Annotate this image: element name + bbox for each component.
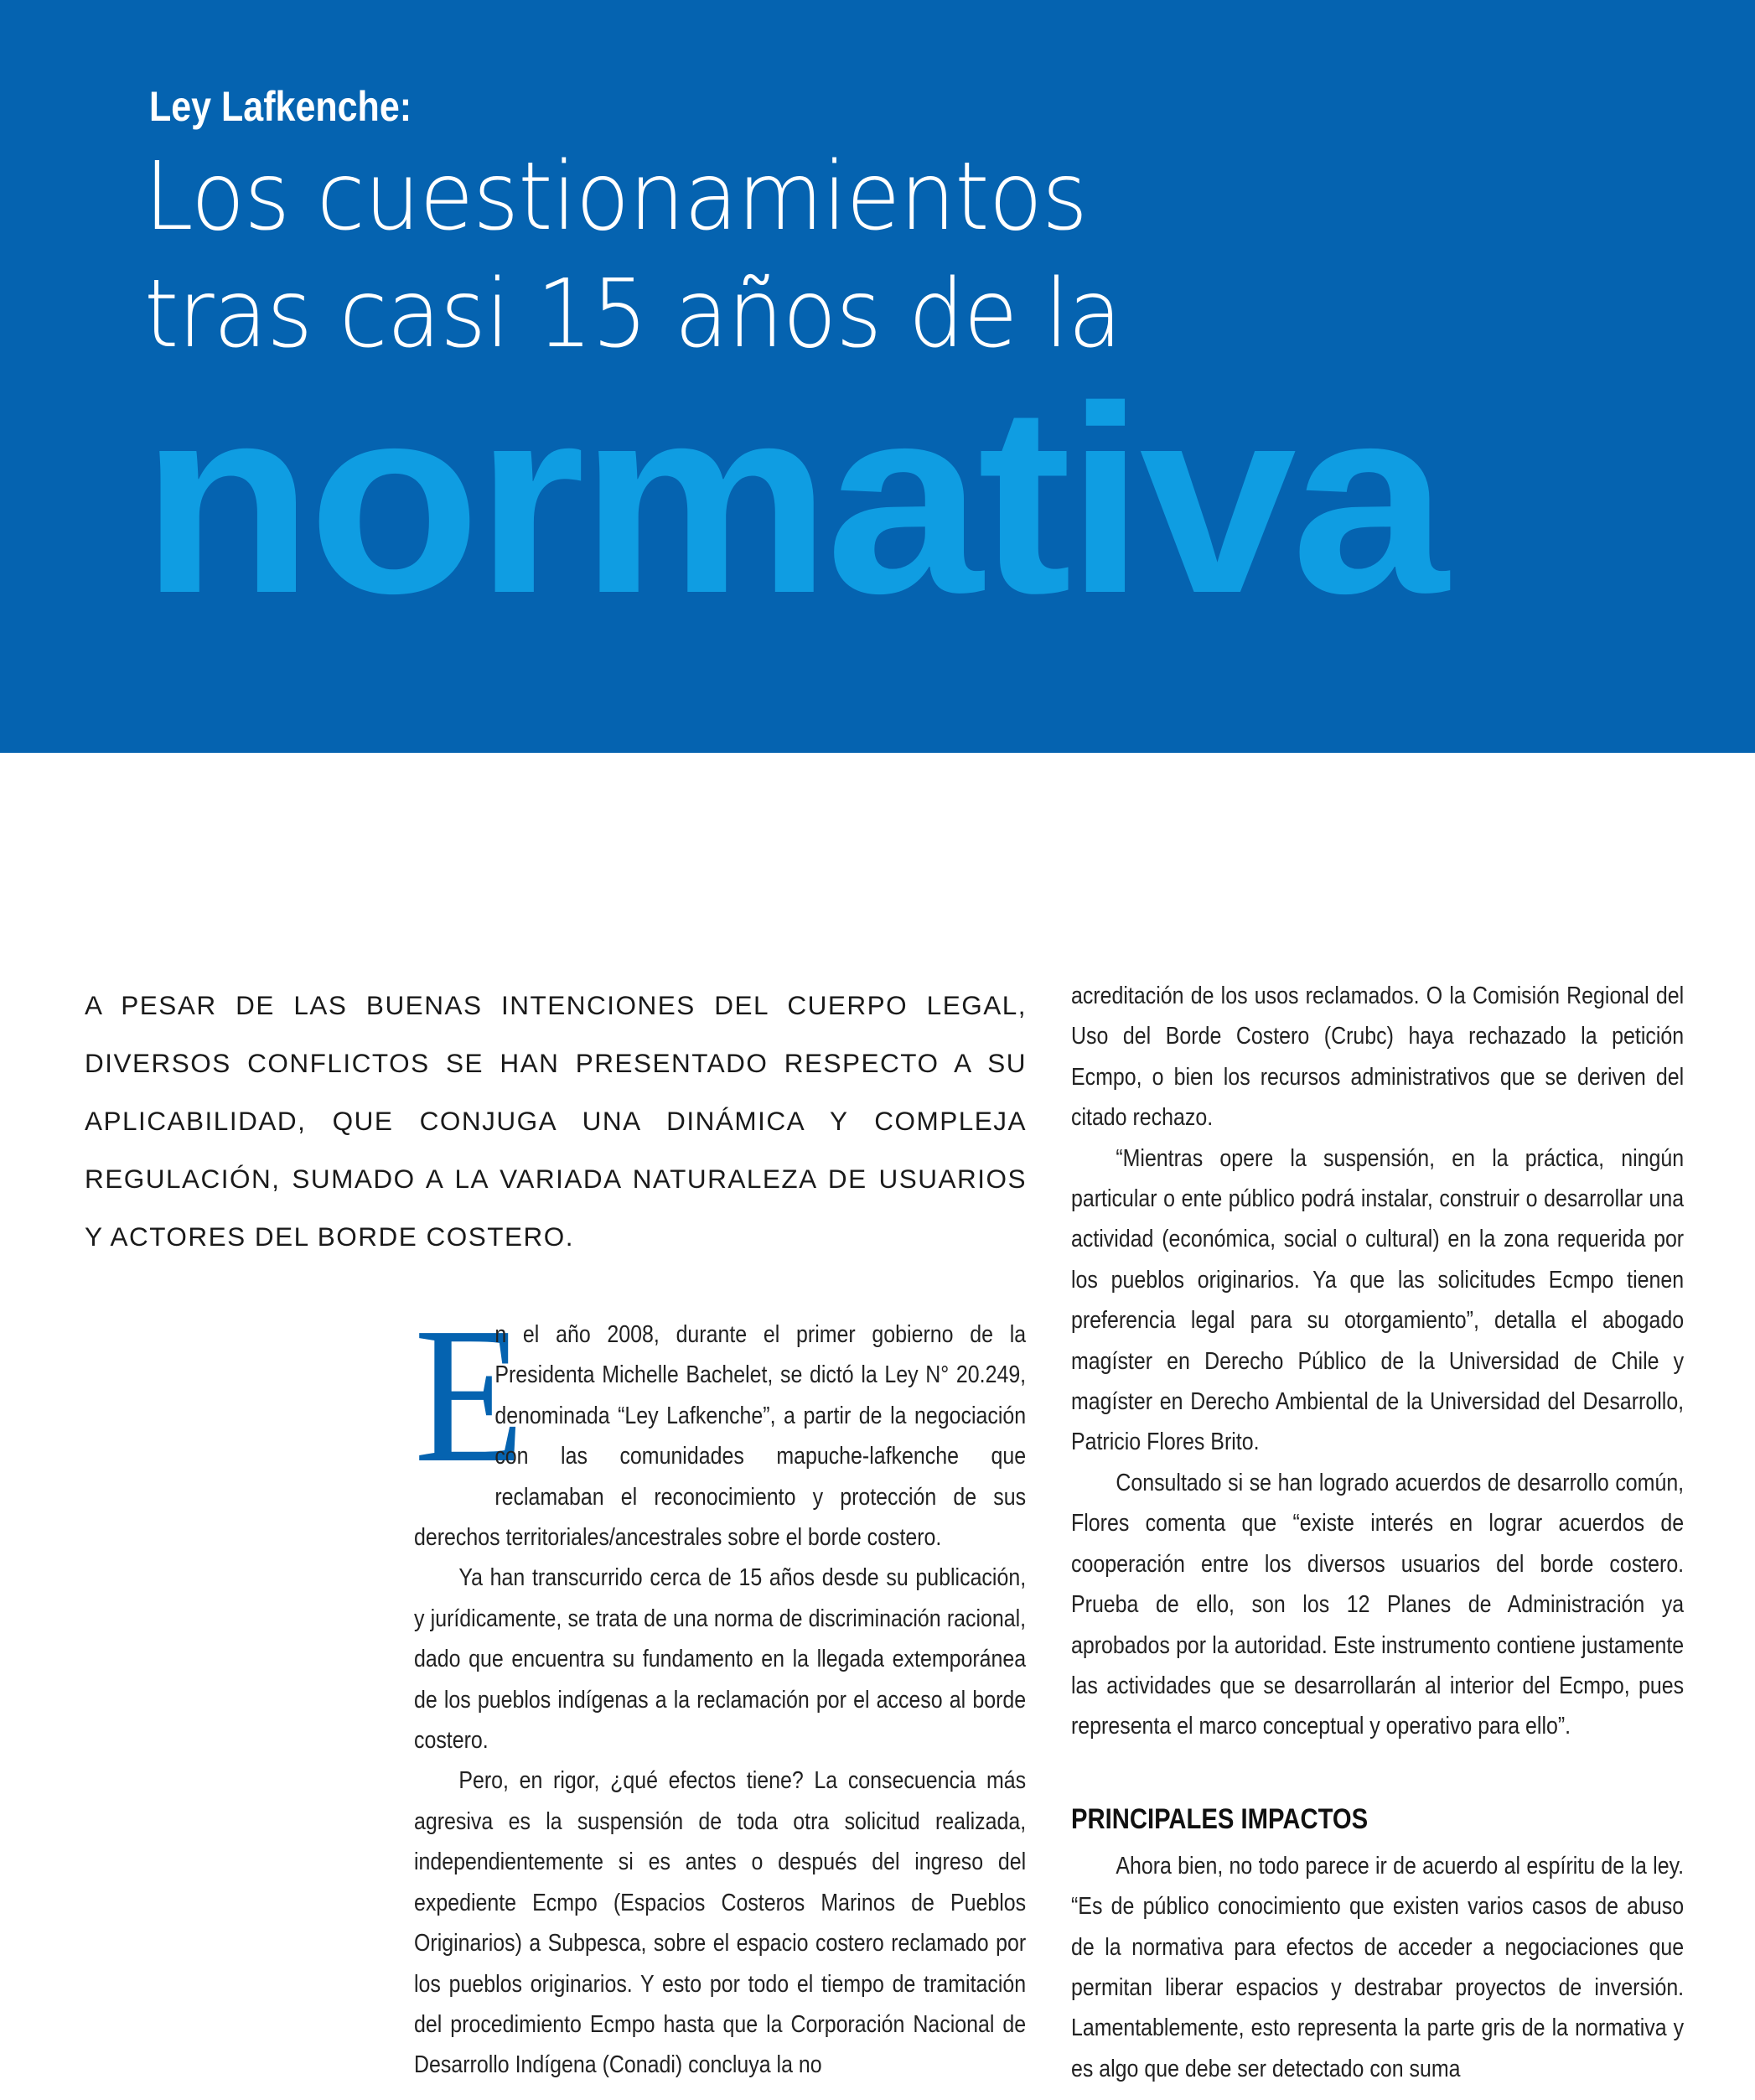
body-paragraph: acreditación de los usos reclamados. O la Comisión Regional del Uso del Borde Costero (Crubc) haya rechazado la petición Ecmpo, o bien los recursos administrativos que se deriven del citado rechazo. [1071,983,1685,1132]
body-paragraph: Consultado si se han logrado acuerdos de desarrollo común, Flores comenta que “existe interés en lograr acuerdos de cooperación entre los diversos usuarios del borde costero. Prueba de ello, son los 12 Planes de Administración ya aprobados por la autoridad. Este instrumento contiene justamente las actividades que se desarrollarán al interior del Ecmpo, pues representa el marco conceptual y operativo para ello”. [1071,1469,1685,1740]
header-band [0,0,1755,753]
article-lede: A PESAR DE LAS BUENAS INTENCIONES DEL CUERPO LEGAL, DIVERSOS CONFLICTOS SE HAN PRESENTADO RESPECTO A SU APLICABILIDAD, QUE CONJUGA UNA DINÁMICA Y COMPLEJA REGULACIÓN, SUMADO A LA VARIADA NATURALEZA DE USUARIOS Y ACTORES DEL BORDE COSTERO. [85,990,1027,1252]
body-column-right [1071,976,1684,2089]
body-paragraph: n el año 2008, durante el primer gobierno de la Presidenta Michelle Bachelet, se dictó la Ley N° 20.249, denominada “Ley Lafkenche”, a partir de la negociación con las comunidades mapuche-lafkenche que reclamaban el reconocimiento y protección de sus derechos territoriales/ancestrales sobre el borde costero. [414,1321,1027,1552]
body-paragraph: “Mientras opere la suspensión, en la práctica, ningún particular o ente público podrá instalar, construir o desarrollar una actividad (económica, social o cultural) en la zona requerida por los pueblos originarios. Ya que las solicitudes Ecmpo tienen preferencia legal para su otorgamiento”, detalla el abogado magíster en Derecho Público de la Universidad de Chile y magíster en Derecho Ambiental de la Universidad del Desarrollo, Patricio Flores Brito. [1071,1144,1685,1456]
article-kicker: Ley Lafkenche: [149,83,412,130]
body-paragraph: Ahora bien, no todo parece ir de acuerdo al espíritu de la ley. “Es de público conocimiento que existen varios casos de abuso de la normativa para efectos de acceder a negociaciones que permitan liberar espacios y destrabar proyectos de inversión. Lamentablemente, esto representa la parte gris de la normativa y es algo que debe ser detectado con suma [1071,1852,1685,2082]
article-title-line-2: tras casi 15 años de la [144,260,1121,369]
article-title-highlight: normativa [141,351,1443,649]
body-column-left [414,1288,1027,2086]
section-heading: PRINCIPALES IMPACTOS [1071,1802,1369,1835]
drop-cap: E [414,1288,525,1503]
body-paragraph: Ya han transcurrido cerca de 15 años desde su publicación, y jurídicamente, se trata de una norma de discriminación racional, dado que encuentra su fundamento en la llegada extemporánea de los pueblos indígenas a la reclamación por el acceso al borde costero. [414,1564,1027,1755]
article-title-line-1: Los cuestionamientos [144,143,1087,251]
body-paragraph: Pero, en rigor, ¿qué efectos tiene? La consecuencia más agresiva es la suspensión de toda otra solicitud realizada, independientemente si es antes o después del ingreso del expediente Ecmpo (Espacios Costeros Marinos de Pueblos Originarios) a Subpesca, sobre el espacio costero reclamado por los pueblos originarios. Y esto por todo el tiempo de tramitación del procedimiento Ecmpo hasta que la Corporación Nacional de Desarrollo Indígena (Conadi) concluya la no [414,1767,1027,2079]
